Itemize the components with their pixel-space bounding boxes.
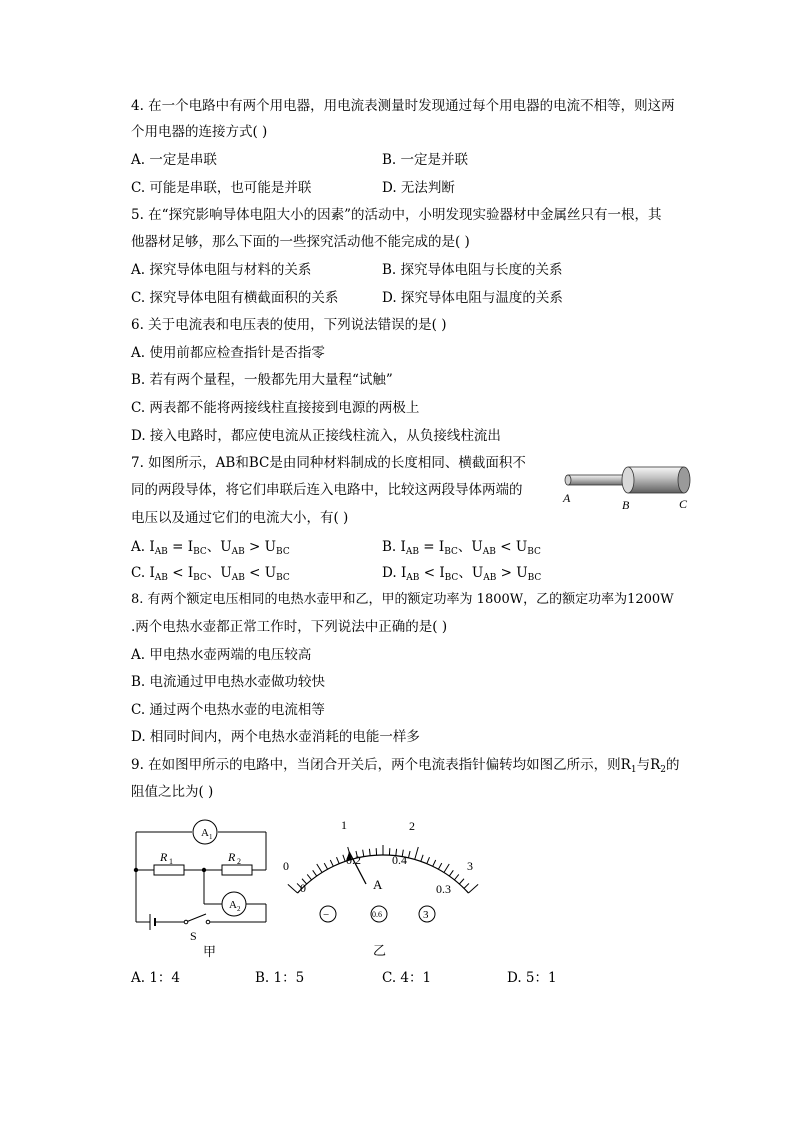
dial-tick	[468, 884, 478, 893]
q9-option-d: D. 5：1	[507, 970, 557, 986]
dial-tick	[343, 855, 345, 862]
dial-tick	[427, 857, 430, 863]
svg-text:2: 2	[237, 857, 241, 866]
q9-stem-line1: 9. 在如图甲所示的电路中，当闭合开关后，两个电流表指针偏转均如图乙所示，则$R_1$与$R_2$的	[131, 757, 680, 775]
q4-stem-line2: 个用电器的连接方式( )	[131, 124, 268, 140]
dial-tick	[363, 850, 364, 857]
q4-option-c: C. 可能是串联，也可能是并联	[131, 180, 312, 196]
q9-stem-line2: 阻值之比为( )	[131, 784, 214, 800]
dial-tick	[433, 860, 436, 866]
q7-stem-line2: 同的两段导体，将它们串联后连入电路中，比较这两段导体两端的	[131, 482, 523, 498]
q7-option-c: C. $I_{AB} < I_{BC}$、$U_{AB} < U_{BC}$	[131, 565, 290, 583]
bottom-scale-0: 0	[300, 881, 306, 895]
q7-stem-line3: 电压以及通过它们的电流大小，有( )	[131, 510, 349, 526]
svg-text:A: A	[201, 827, 209, 839]
top-scale-1: 1	[341, 818, 347, 832]
svg-text:2: 2	[237, 905, 241, 913]
top-scale-3: 3	[467, 859, 473, 873]
label-c: C	[679, 497, 688, 511]
q6-option-c: C. 两表都不能将两接线柱直接接到电源的两极上	[131, 400, 420, 416]
thick-conductor-bc	[622, 467, 690, 493]
q6-stem: 6. 关于电流表和电压表的使用，下列说法错误的是( )	[131, 317, 447, 333]
label-b: B	[622, 498, 630, 512]
dial-tick	[415, 847, 419, 859]
q8-stem-line2: .两个电热水壶都正常工作时，下列说法中正确的是( )	[131, 619, 448, 635]
svg-text:−: −	[323, 909, 330, 921]
q5-option-a: A. 探究导体电阻与材料的关系	[131, 262, 312, 278]
dial-tick	[449, 870, 453, 876]
unit-label: A	[373, 877, 383, 892]
q7-option-a: A. $I_{AB} = I_{BC}$、$U_{AB} > U_{BC}$	[131, 539, 290, 557]
bottom-scale-02: 0.2	[346, 853, 361, 867]
dial-tick	[421, 855, 423, 862]
dial-tick	[307, 874, 311, 879]
top-scale-2: 2	[409, 819, 415, 833]
dial-tick	[288, 884, 298, 893]
q5-stem-line2: 他器材足够，那么下面的一些探究活动他不能完成的是( )	[131, 234, 470, 250]
dial-tick	[330, 860, 333, 866]
circuit-diagram	[128, 818, 273, 960]
q8-stem-line1: 8. 有两个额定电压相同的电热水壶甲和乙，甲的额定功率为 1800W，乙的额定功率为1200W	[131, 592, 674, 607]
q9-option-a: A. 1：4	[131, 970, 181, 986]
q7-stem-line1: 7. 如图所示，AB和BC是由同种材料制成的长度相同、横截面积不	[131, 455, 526, 471]
svg-text:0.6: 0.6	[372, 910, 382, 919]
ammeter-a2	[222, 892, 246, 916]
q5-stem-line1: 5. 在“探究影响导体电阻大小的因素”的活动中，小明发现实验器材中金属丝只有一根，其	[131, 207, 662, 223]
q7-option-b: B. $I_{AB} = I_{BC}$、$U_{AB} < U_{BC}$	[382, 539, 541, 557]
dial-tick	[369, 849, 370, 856]
dial-tick	[313, 870, 317, 876]
q6-option-d: D. 接入电路时，都应使电流从正接线柱流入，从负接线柱流出	[131, 428, 501, 444]
svg-text:1: 1	[209, 833, 213, 841]
dial-tick	[438, 863, 441, 869]
resistor-r2-label: R	[228, 850, 236, 864]
q8-option-a: A. 甲电热水壶两端的电压较高	[131, 647, 312, 663]
q6-option-b: B. 若有两个量程，一般都先用大量程“试触”	[131, 372, 393, 388]
circuit-caption: 甲	[203, 944, 217, 959]
q9-option-c: C. 4：1	[382, 970, 432, 986]
dial-tick	[408, 851, 410, 858]
dial-tick	[337, 857, 340, 863]
q9-option-b: B. 1：5	[255, 970, 305, 986]
dial-tick	[459, 879, 464, 884]
terminal-0-6	[371, 906, 387, 922]
svg-text:A: A	[229, 899, 237, 911]
q4-option-d: D. 无法判断	[382, 180, 455, 196]
q6-option-a: A. 使用前都应检查指针是否指零	[131, 345, 325, 361]
ammeter-dial	[278, 812, 488, 962]
ammeter-a1	[193, 820, 217, 844]
label-a: A	[563, 491, 571, 505]
q8-option-c: C. 通过两个电热水壶的电流相等	[131, 702, 325, 718]
meter-caption: 乙	[373, 943, 387, 958]
dial-tick	[454, 874, 458, 879]
q5-option-b: B. 探究导体电阻与长度的关系	[382, 262, 563, 278]
thin-conductor-ab	[565, 475, 630, 485]
conductor-figure	[560, 462, 700, 514]
svg-text:3: 3	[423, 909, 429, 921]
dial-tick	[324, 863, 327, 869]
bottom-scale-03: 0.3	[436, 882, 451, 896]
dial-tick	[464, 883, 469, 888]
dial-tick	[444, 864, 449, 872]
svg-text:1: 1	[169, 857, 173, 866]
q8-option-b: B. 电流通过甲电热水壶做功较快	[131, 674, 326, 690]
q5-option-c: C. 探究导体电阻有横截面积的关系	[131, 290, 339, 306]
top-scale-0: 0	[283, 859, 289, 873]
q4-option-b: B. 一定是并联	[382, 152, 469, 168]
q4-stem-line1: 4. 在一个电路中有两个用电器，用电流表测量时发现通过每个用电器的电流不相等，则这两	[131, 98, 675, 114]
dial-tick	[317, 864, 322, 872]
switch-label: S	[190, 929, 197, 943]
q7-option-d: D. $I_{AB} < I_{BC}$、$U_{AB} > U_{BC}$	[382, 565, 542, 583]
q5-option-d: D. 探究导体电阻与温度的关系	[382, 290, 563, 306]
resistor-r1-label: R	[160, 850, 168, 864]
terminal-3	[419, 906, 435, 922]
q8-option-d: D. 相同时间内，两个电热水壶消耗的电能一样多	[131, 729, 420, 745]
terminal-negative	[320, 906, 336, 922]
q4-option-a: A. 一定是串联	[131, 152, 217, 168]
bottom-scale-04: 0.4	[392, 853, 407, 867]
